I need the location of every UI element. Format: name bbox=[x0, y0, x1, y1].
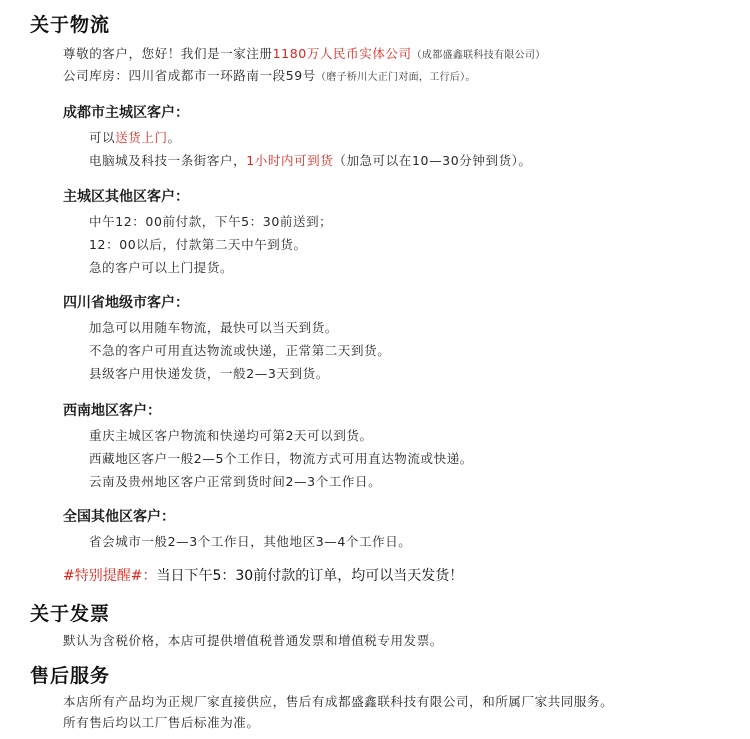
southwest-heading: 西南地区客户： bbox=[63, 403, 161, 419]
after-sales-line-2: 所有售后均以工厂售后标准为准。 bbox=[63, 715, 260, 730]
after-sales-heading: 售后服务 bbox=[30, 665, 111, 687]
after-sales-line-1: 本店所有产品均为正规厂家直接供应，售后有成都盛鑫联科技有限公司，和所属厂家共同服务。 bbox=[63, 694, 614, 709]
southwest-line-2: 西藏地区客户一般2—5个工作日，物流方式可用直达物流或快递。 bbox=[89, 451, 473, 466]
nationwide-line-1: 省会城市一般2—3个工作日，其他地区3—4个工作日。 bbox=[89, 534, 412, 549]
chengdu-line-2-a: 电脑城及科技一条街客户， bbox=[89, 153, 247, 168]
warehouse-address: 公司库房：四川省成都市一环路南一段59号 bbox=[63, 68, 316, 83]
main-other-line-1: 中午12：00前付款，下午5：30前送到； bbox=[89, 214, 333, 229]
logistics-heading: 关于物流 bbox=[30, 14, 111, 36]
special-note-text: 当日下午5：30前付款的订单，均可以当天发货！ bbox=[156, 568, 464, 584]
invoice-heading: 关于发票 bbox=[30, 603, 111, 625]
sichuan-line-1: 加急可以用随车物流，最快可以当天到货。 bbox=[89, 320, 338, 335]
intro-greeting: 尊敬的客户，您好！我们是一家注册 bbox=[63, 46, 273, 61]
special-note bbox=[63, 565, 463, 585]
one-hour-delivery: 1小时内可到货 bbox=[246, 153, 334, 168]
main-other-heading: 主城区其他区客户： bbox=[63, 189, 189, 205]
intro-line-2 bbox=[63, 66, 476, 84]
registered-capital: 1180万人民币实体公司 bbox=[272, 46, 412, 61]
warehouse-landmark: （磨子桥川大正门对面，工行后）。 bbox=[315, 72, 476, 83]
special-note-tag: #特别提醒#： bbox=[63, 568, 157, 584]
chengdu-line-1-a: 可以 bbox=[89, 130, 116, 145]
sichuan-line-2: 不急的客户可用直达物流或快递，正常第二天到货。 bbox=[89, 343, 391, 358]
southwest-line-3: 云南及贵州地区客户正常到货时间2—3个工作日。 bbox=[89, 474, 382, 489]
chengdu-line-2 bbox=[89, 151, 532, 169]
intro-line-1 bbox=[63, 44, 546, 62]
chengdu-line-2-c: （加急可以在10—30分钟到货）。 bbox=[333, 153, 532, 168]
nationwide-heading: 全国其他区客户： bbox=[63, 509, 175, 525]
sichuan-line-3: 县级客户用快递发货，一般2—3天到货。 bbox=[89, 366, 329, 381]
sichuan-heading: 四川省地级市客户： bbox=[63, 295, 189, 311]
main-other-line-2: 12：00以后，付款第二天中午到货。 bbox=[89, 237, 307, 252]
chengdu-line-1-c: 。 bbox=[167, 130, 181, 145]
door-delivery: 送货上门 bbox=[115, 130, 168, 145]
southwest-line-1: 重庆主城区客户物流和快递均可第2天可以到货。 bbox=[89, 428, 373, 443]
company-name: （成都盛鑫联科技有限公司） bbox=[411, 50, 546, 61]
chengdu-line-1 bbox=[89, 128, 181, 146]
invoice-text: 默认为含税价格，本店可提供增值税普通发票和增值税专用发票。 bbox=[63, 633, 443, 648]
chengdu-heading: 成都市主城区客户： bbox=[63, 105, 189, 121]
main-other-line-3: 急的客户可以上门提货。 bbox=[89, 260, 234, 275]
